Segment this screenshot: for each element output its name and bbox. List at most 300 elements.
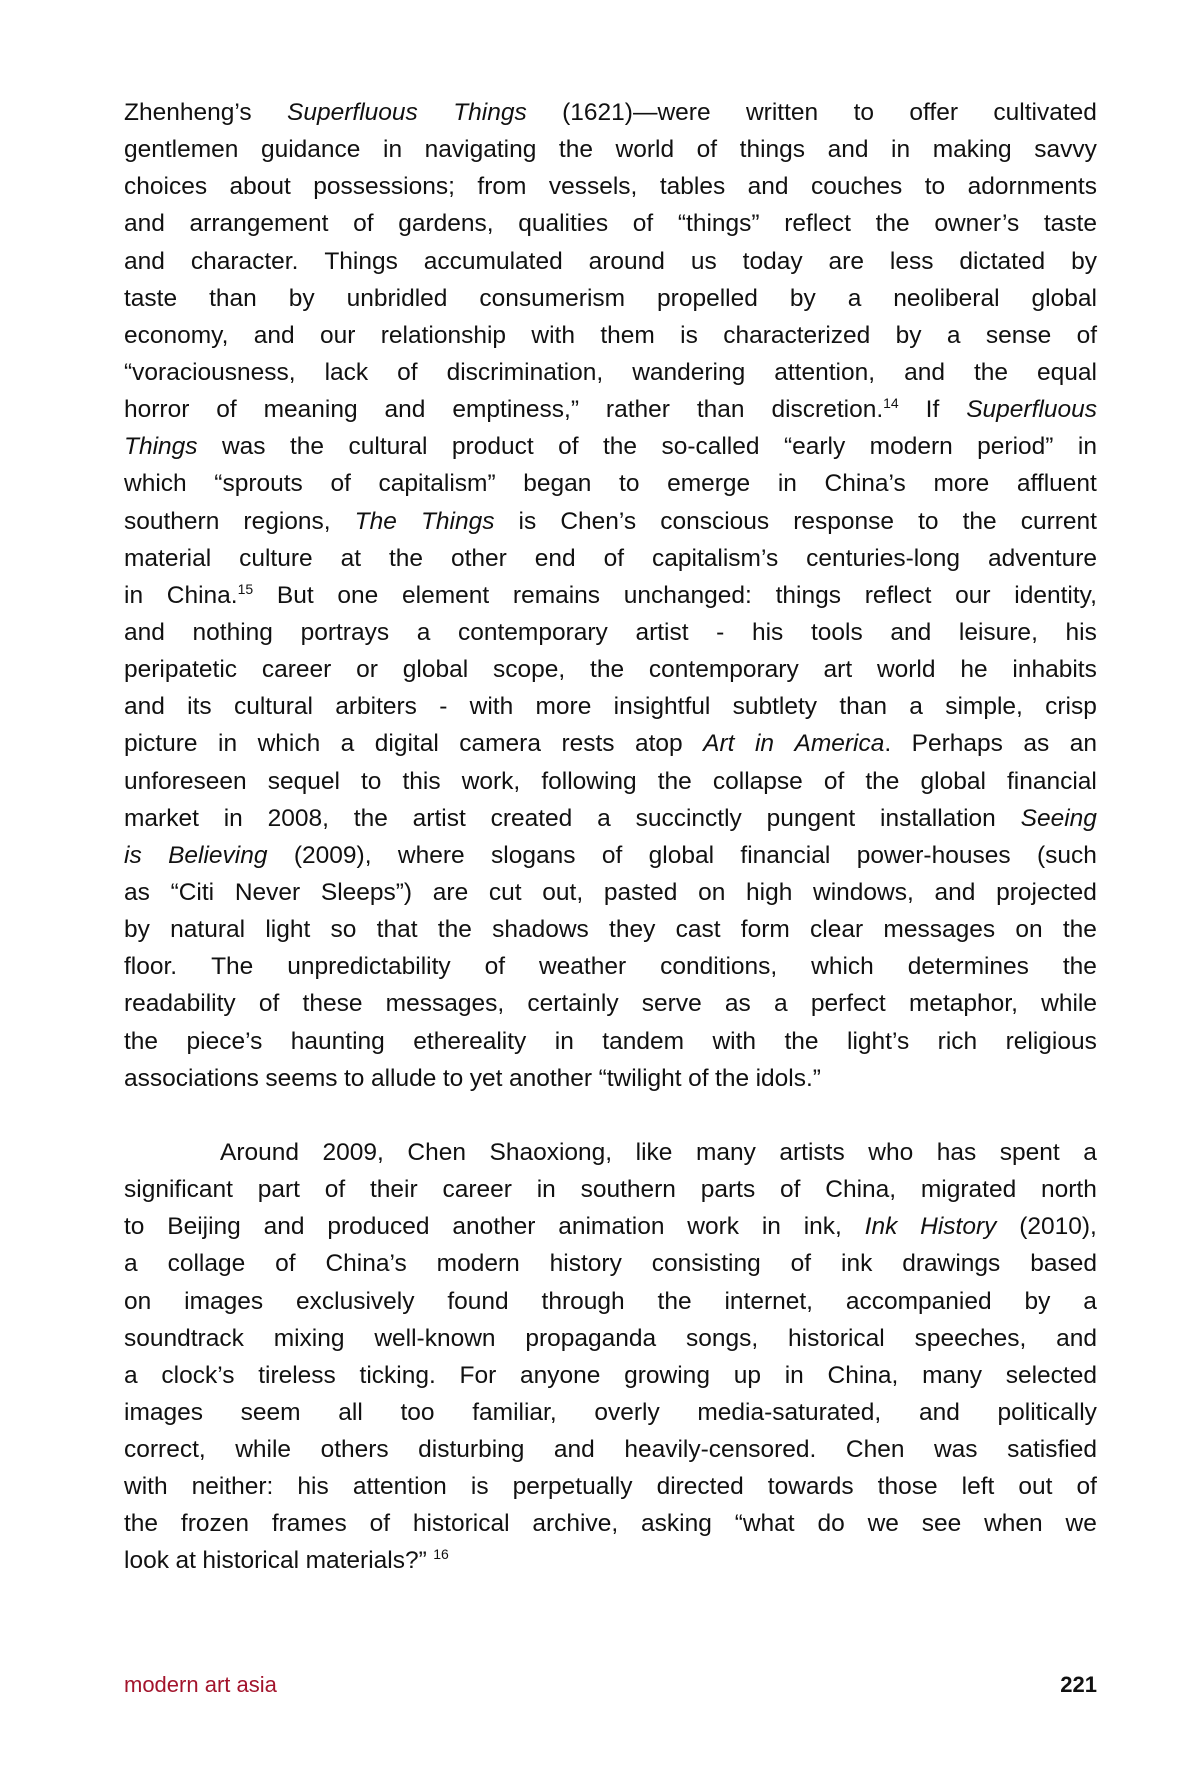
word: [746, 874, 792, 911]
word: [331, 911, 357, 948]
word: [561, 725, 614, 762]
word: [385, 391, 426, 428]
text-run: north: [1041, 1176, 1097, 1204]
text-run: the: [602, 433, 638, 461]
word: [691, 243, 717, 280]
word: [1007, 1431, 1097, 1468]
text-run: in: [1077, 433, 1097, 461]
word: [962, 1468, 995, 1505]
word: [301, 614, 390, 651]
text-line: [124, 577, 1097, 614]
text-run: in: [761, 1213, 781, 1241]
text-line: [124, 540, 1097, 577]
text-run: power-houses: [856, 841, 1011, 869]
text-run: too: [400, 1398, 435, 1426]
text-run: attention,: [774, 358, 876, 386]
text-line: [124, 1283, 1097, 1320]
text-run: collapse: [712, 767, 803, 795]
text-run: element: [402, 581, 490, 609]
text-run: emptiness,”: [452, 396, 579, 424]
text-run: than: [839, 693, 888, 721]
text-run: artist: [635, 618, 689, 646]
text-run: historical: [202, 1547, 300, 1575]
word: [713, 763, 803, 800]
text-run: by: [124, 916, 150, 944]
word: [658, 1283, 692, 1320]
text-line: [124, 131, 1097, 168]
text-run: Zhenheng’s: [124, 99, 252, 126]
word: [124, 1542, 169, 1579]
text-run: of: [1076, 321, 1097, 349]
text-line: [124, 948, 1097, 985]
word: [793, 503, 894, 540]
word: [785, 1357, 804, 1394]
word: [124, 725, 198, 762]
text-run: the: [1062, 916, 1097, 944]
text-run: to: [853, 99, 874, 126]
text-run: seems: [265, 1064, 338, 1092]
word: [216, 391, 236, 428]
text-line: [124, 280, 1097, 317]
text-run: frames: [271, 1510, 347, 1538]
text-run: materials?”: [305, 1547, 427, 1575]
text-run: shadows: [492, 916, 589, 944]
text-run: where: [397, 841, 465, 869]
word: [915, 1320, 1027, 1357]
text-run: to: [360, 767, 382, 795]
text-run: choices: [124, 173, 208, 201]
word: [294, 837, 372, 874]
word: [413, 1023, 526, 1060]
word: [1063, 911, 1097, 948]
text-run: a: [124, 1250, 138, 1278]
text-run: of: [275, 1250, 296, 1278]
text-run: cultural: [348, 433, 428, 461]
text-run: ticking.: [359, 1361, 436, 1389]
text-run: emerge: [667, 470, 751, 498]
word: [635, 614, 688, 651]
text-run: soundtrack: [124, 1324, 244, 1352]
text-run: by: [895, 321, 922, 349]
text-line: [124, 1431, 1097, 1468]
text-line: [124, 243, 1097, 280]
text-run: projected: [996, 878, 1097, 906]
text-run: .: [884, 730, 892, 758]
word: [124, 1171, 233, 1208]
word: [222, 428, 266, 465]
text-line: [124, 1468, 1097, 1505]
word: [124, 837, 142, 874]
word: [603, 428, 637, 465]
word: [1014, 577, 1097, 614]
text-run: and: [253, 321, 295, 349]
word: [947, 317, 961, 354]
text-run: taste: [124, 284, 178, 312]
text-run: reflect: [784, 210, 851, 238]
word: [883, 911, 995, 948]
italic-title: History: [920, 1213, 997, 1241]
text-run: the: [388, 544, 424, 572]
text-line: [124, 1208, 1097, 1245]
text-run: following: [541, 767, 637, 795]
word: [678, 205, 760, 242]
word: [785, 1023, 819, 1060]
text-run: consumerism: [479, 284, 626, 312]
text-run: and: [124, 618, 165, 646]
word: [124, 540, 211, 577]
text-run: to: [924, 173, 946, 201]
word: [1015, 911, 1042, 948]
word: [555, 1023, 574, 1060]
text-run: “sprouts: [214, 470, 303, 498]
text-run: allude: [370, 1064, 437, 1092]
text-line: [124, 317, 1097, 354]
word: [523, 465, 591, 502]
text-run: form: [740, 916, 790, 944]
text-run: haunting: [290, 1027, 385, 1055]
word: [876, 205, 910, 242]
text-run: perpetually: [512, 1473, 633, 1501]
word: [824, 763, 844, 800]
text-run: of: [780, 1176, 801, 1204]
word: [209, 280, 257, 317]
text-run: this: [402, 767, 441, 795]
text-run: cast: [675, 916, 721, 944]
word: [542, 1283, 625, 1320]
text-run: a: [946, 321, 961, 349]
text-run: another: [452, 1213, 536, 1241]
text-line: [124, 94, 1097, 131]
word: [993, 94, 1097, 131]
word: [841, 1245, 872, 1282]
word: [433, 874, 468, 911]
text-run: Sleeps”): [320, 878, 413, 906]
text-run: camera: [459, 730, 541, 758]
word: [531, 317, 575, 354]
text-run: than: [696, 396, 745, 424]
word: [878, 1468, 938, 1505]
word: [998, 1394, 1097, 1431]
text-run: modern: [869, 433, 953, 461]
text-run: vessels,: [548, 173, 638, 201]
word: [433, 1542, 449, 1579]
text-run: sense: [985, 321, 1052, 349]
word: [291, 1023, 385, 1060]
text-run: other: [451, 544, 507, 572]
text-run: “voraciousness,: [124, 358, 296, 386]
text-run: their: [370, 1176, 418, 1204]
word: [124, 94, 252, 131]
word: [1037, 837, 1097, 874]
word: [490, 1134, 613, 1171]
text-run: peripatetic: [124, 656, 238, 684]
word: [963, 503, 997, 540]
word: [520, 1357, 600, 1394]
text-run: slogans: [491, 841, 576, 869]
text-run: digital: [374, 730, 439, 758]
word: [811, 948, 874, 985]
word: [974, 354, 1008, 391]
text-run: savvy: [1034, 136, 1097, 164]
word: [327, 1208, 429, 1245]
word: [922, 1357, 982, 1394]
text-run: and: [1056, 1324, 1097, 1352]
word: [768, 1468, 854, 1505]
text-run: weather: [538, 953, 627, 981]
word: [268, 800, 329, 837]
text-run: disturbing: [418, 1436, 525, 1464]
word: [748, 168, 789, 205]
word: [289, 280, 315, 317]
word: [774, 985, 788, 1022]
text-run: conscious: [660, 507, 770, 535]
word: [1078, 428, 1097, 465]
word: [290, 428, 324, 465]
text-run: correct,: [124, 1436, 206, 1464]
text-run: with: [712, 1027, 757, 1055]
text-run: one: [337, 581, 379, 609]
word: [437, 1245, 520, 1282]
word: [124, 428, 198, 465]
text-run: piece’s: [186, 1027, 263, 1055]
text-line: [124, 168, 1097, 205]
text-run: his: [1065, 618, 1097, 646]
text-run: out: [1018, 1473, 1053, 1501]
journal-name: modern art asia: [124, 1672, 277, 1697]
word: [452, 1208, 535, 1245]
italic-title: Things: [453, 99, 527, 126]
text-run: rather: [605, 396, 670, 424]
word: [539, 948, 626, 985]
word: [403, 651, 468, 688]
text-run: adventure: [988, 544, 1097, 572]
word: [297, 1468, 328, 1505]
text-run: lack: [324, 358, 369, 386]
word: [839, 688, 887, 725]
text-run: a: [774, 990, 788, 1018]
word: [124, 874, 150, 911]
word: [661, 428, 759, 465]
word: [265, 1060, 337, 1097]
footnote-reference: 16: [433, 1546, 449, 1563]
paragraph: [124, 94, 1097, 1097]
text-run: of: [696, 136, 718, 164]
word: [589, 243, 665, 280]
word: [712, 1023, 756, 1060]
word: [938, 1023, 977, 1060]
word: [442, 1171, 511, 1208]
text-run: taste: [1043, 210, 1097, 238]
word: [513, 1468, 633, 1505]
text-run: the: [875, 210, 910, 238]
word: [439, 688, 447, 725]
text-run: clock’s: [161, 1361, 235, 1389]
word: [642, 985, 702, 1022]
text-run: which: [257, 730, 321, 758]
text-run: couches: [811, 173, 903, 201]
text-run: a: [847, 284, 862, 312]
word: [1045, 688, 1097, 725]
word: [218, 725, 237, 762]
text-run: qualities: [518, 210, 609, 238]
text-run: economy,: [124, 321, 229, 349]
text-run: while: [1041, 990, 1097, 1018]
text-run: China’s: [824, 470, 906, 498]
text-run: material: [124, 544, 212, 572]
text-line: [124, 1134, 1097, 1171]
text-run: career: [442, 1176, 512, 1204]
text-run: Things: [324, 247, 398, 275]
word: [725, 985, 751, 1022]
word: [614, 688, 711, 725]
word: [697, 391, 745, 428]
text-run: anyone: [520, 1361, 601, 1389]
word: [828, 1357, 899, 1394]
text-run: tools: [810, 618, 863, 646]
word: [234, 688, 313, 725]
word: [649, 837, 714, 874]
word: [472, 1394, 556, 1431]
text-run: succinctly: [635, 804, 742, 832]
text-run: which: [811, 953, 874, 981]
text-run: horror: [124, 396, 190, 424]
word: [934, 1431, 978, 1468]
text-run: like: [635, 1138, 673, 1166]
text-run: of: [216, 396, 237, 424]
word: [1012, 651, 1096, 688]
word: [491, 800, 573, 837]
text-run: and: [553, 1436, 595, 1464]
text-run: subtlety: [732, 693, 818, 721]
word: [124, 763, 247, 800]
word: [817, 1505, 844, 1542]
text-run: artists: [779, 1138, 845, 1166]
text-line: [124, 1357, 1097, 1394]
text-run: of: [688, 1064, 709, 1092]
word: [919, 1394, 960, 1431]
word: [447, 354, 604, 391]
word: [124, 1320, 244, 1357]
text-run: produced: [327, 1213, 430, 1241]
text-run: conditions,: [660, 953, 778, 981]
word: [124, 1468, 168, 1505]
text-run: capitalism’s: [652, 544, 779, 572]
word: [604, 540, 624, 577]
text-run: who: [868, 1138, 914, 1166]
word: [124, 243, 165, 280]
text-run: to: [619, 470, 640, 498]
text-run: while: [235, 1436, 292, 1464]
italic-title: Superfluous: [287, 99, 418, 126]
text-run: a: [1083, 1138, 1097, 1166]
text-run: regions,: [243, 507, 331, 535]
word: [660, 168, 725, 205]
text-run: the: [353, 804, 388, 832]
text-run: financial: [740, 841, 831, 869]
italic-title: is: [124, 841, 142, 869]
text-line: [124, 1320, 1097, 1357]
word: [778, 465, 797, 502]
word: [740, 131, 805, 168]
word: [353, 1468, 447, 1505]
word: [167, 1208, 241, 1245]
text-line: [124, 428, 1097, 465]
word: [492, 911, 589, 948]
text-run: to: [124, 1213, 145, 1241]
text-run: so-called: [661, 433, 760, 461]
text-run: artist: [412, 804, 466, 832]
text-run: from: [477, 173, 527, 201]
word: [321, 1431, 389, 1468]
text-run: gentlemen: [124, 136, 239, 164]
word: [811, 985, 886, 1022]
text-run: ink: [841, 1250, 873, 1278]
word: [202, 1542, 299, 1579]
text-run: reflect: [864, 581, 932, 609]
text-line: [124, 465, 1097, 502]
word: [235, 1431, 291, 1468]
text-run: the: [558, 136, 593, 164]
word: [771, 391, 898, 428]
text-run: consisting: [651, 1250, 761, 1278]
text-run: simple,: [945, 693, 1023, 721]
word: [224, 800, 243, 837]
word: [518, 205, 608, 242]
text-run: messages,: [385, 990, 505, 1018]
word: [688, 1060, 708, 1097]
word: [397, 354, 417, 391]
word: [925, 168, 945, 205]
text-run: asking: [641, 1510, 712, 1538]
text-run: China.: [166, 581, 238, 609]
text-line: [124, 763, 1097, 800]
text-line: [124, 837, 1097, 874]
word: [460, 1357, 497, 1394]
word: [824, 651, 853, 688]
word: [349, 428, 428, 465]
word: [1066, 1505, 1097, 1542]
text-run: historical: [412, 1510, 510, 1538]
text-run: southern: [580, 1176, 676, 1204]
word: [459, 725, 541, 762]
text-line: [124, 725, 1097, 762]
text-run: ink,: [803, 1213, 842, 1241]
footnote-reference: 15: [237, 580, 254, 597]
word: [325, 354, 369, 391]
text-run: migrated: [920, 1176, 1017, 1204]
text-run: out,: [542, 878, 584, 906]
text-run: of: [1076, 1473, 1097, 1501]
text-run: they: [609, 916, 656, 944]
text-run: China,: [827, 1361, 899, 1389]
word: [945, 688, 1023, 725]
word: [1017, 465, 1097, 502]
word: [959, 614, 1038, 651]
text-run: we: [867, 1510, 899, 1538]
text-run: of: [330, 470, 351, 498]
word: [791, 1245, 811, 1282]
word: [424, 243, 563, 280]
word: [124, 1283, 151, 1320]
text-run: period”: [977, 433, 1054, 461]
text-run: as: [724, 990, 751, 1018]
text-run: than: [209, 284, 257, 312]
word: [865, 763, 899, 800]
word: [241, 1394, 301, 1431]
word: [168, 837, 267, 874]
text-run: and: [263, 1213, 305, 1241]
word: [746, 94, 818, 131]
